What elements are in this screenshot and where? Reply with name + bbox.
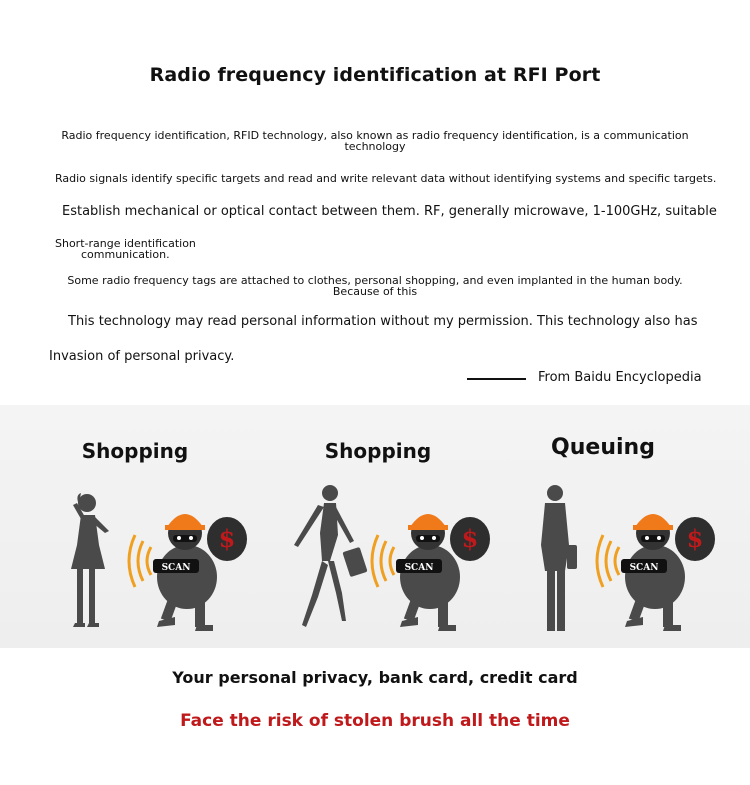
scene-queuing xyxy=(483,405,723,648)
scene-shopping-1 xyxy=(15,405,255,648)
scene-label: Shopping xyxy=(81,439,189,463)
scan-label: SCAN xyxy=(404,563,434,573)
thief-icon xyxy=(153,514,247,631)
risk-warning: Face the risk of stolen brush all the time xyxy=(180,711,570,731)
scene-illustration xyxy=(483,485,723,635)
source-divider xyxy=(467,378,526,380)
scan-label: SCAN xyxy=(629,563,659,573)
signal-waves-icon xyxy=(129,535,151,587)
scene-illustration xyxy=(258,485,498,635)
scene-shopping-2 xyxy=(258,405,498,648)
woman-with-bag-icon xyxy=(294,485,368,627)
paragraph-7: Invasion of personal privacy. xyxy=(49,349,235,364)
paragraph-5: Some radio frequency tags are attached to clothes, personal shopping, and even implanted in the human body. Because of this xyxy=(67,274,683,298)
paragraph-3: Establish mechanical or optical contact between them. RF, generally microwave, 1-100GHz, suitable xyxy=(62,204,717,219)
woman-on-phone-icon xyxy=(71,493,109,627)
thief-icon xyxy=(621,514,715,631)
signal-waves-icon xyxy=(372,535,394,587)
paragraph-1: Radio frequency identification, RFID technology, also known as radio frequency identification, is a communication technology xyxy=(61,129,689,153)
page-title: Radio frequency identification at RFI Port xyxy=(149,64,601,86)
scene-label: Shopping xyxy=(324,439,432,463)
privacy-statement: Your personal privacy, bank card, credit card xyxy=(172,668,578,687)
paragraph-4 xyxy=(55,238,215,260)
paragraph-4-line-1: Short-range identification xyxy=(55,237,196,250)
dollar-sign: $ xyxy=(461,524,479,553)
signal-waves-icon xyxy=(597,535,619,587)
paragraph-6: This technology may read personal information without my permission. This technology also has xyxy=(68,314,698,329)
source-citation: From Baidu Encyclopedia xyxy=(538,370,702,385)
scan-label: SCAN xyxy=(161,563,191,573)
man-standing-icon xyxy=(541,485,577,631)
scene-label: Queuing xyxy=(551,435,655,460)
scene-illustration xyxy=(15,485,255,635)
thief-icon xyxy=(396,514,490,631)
dollar-sign: $ xyxy=(218,524,236,553)
dollar-sign: $ xyxy=(686,524,704,553)
paragraph-4-line-2: communication. xyxy=(81,248,170,261)
paragraph-2: Radio signals identify specific targets and read and write relevant data without identifying systems and specific targets. xyxy=(55,172,717,185)
